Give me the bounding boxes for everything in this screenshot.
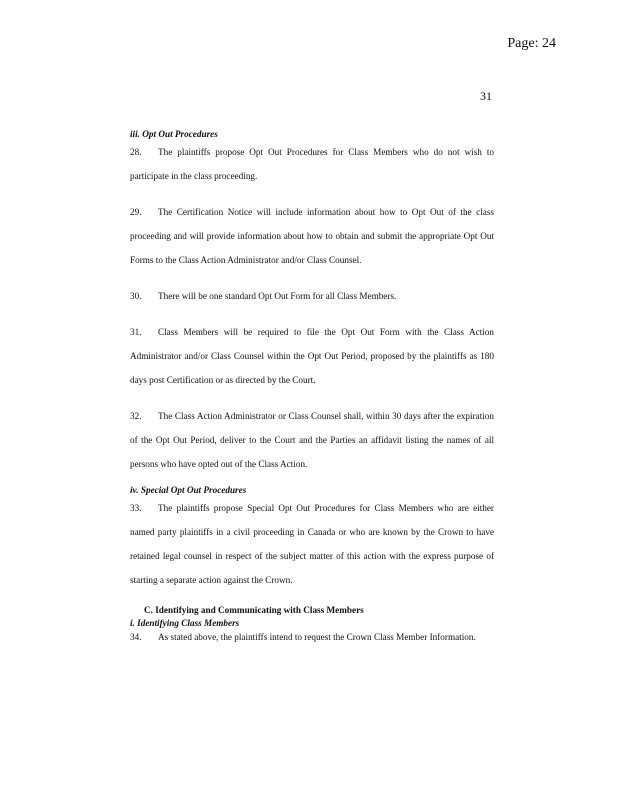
paragraph-number: 33.	[130, 503, 142, 513]
document-page-number: 31	[480, 89, 492, 103]
paragraph-29	[130, 200, 494, 272]
paragraph-31	[130, 320, 494, 392]
paragraph-text: Class Members will be required to file the Opt Out Form with the Class Action Administrator and/or Class Counsel within the Opt Out Period, proposed by the plaintiffs as 180 days post Certification or as directed by the Court.	[130, 327, 494, 385]
paragraph-28	[130, 140, 494, 188]
paragraph-text: As stated above, the plaintiffs intend to request the Crown Class Member Information.	[158, 632, 476, 642]
page-label: Page: 24	[507, 36, 556, 51]
paragraph-33	[130, 496, 494, 592]
paragraph-32	[130, 404, 494, 476]
paragraph-number: 28.	[130, 147, 142, 157]
sub-heading-identifying-class-members: i. Identifying Class Members	[130, 618, 240, 628]
paragraph-number: 32.	[130, 411, 142, 421]
paragraph-30	[130, 284, 494, 308]
section-heading-identifying: C. Identifying and Communicating with Class Members	[144, 605, 364, 615]
paragraph-number: 31.	[130, 327, 142, 337]
paragraph-text: The Class Action Administrator or Class Counsel shall, within 30 days after the expiration of the Opt Out Period, deliver to the Court and the Parties an affidavit listing the names of all persons who have opted out of the Class Action.	[130, 411, 494, 469]
document-body	[130, 128, 494, 644]
paragraph-text: There will be one standard Opt Out Form for all Class Members.	[158, 291, 397, 301]
paragraph-number: 34.	[130, 632, 142, 642]
paragraph-34	[130, 630, 494, 644]
paragraph-text: The plaintiffs propose Opt Out Procedures for Class Members who do not wish to participate in the class proceeding.	[130, 147, 494, 181]
paragraph-text: The Certification Notice will include information about how to Opt Out of the class proceeding and will provide information about how to obtain and submit the appropriate Opt Out Forms to the Class Action Administrator and/or Class Counsel.	[130, 207, 494, 265]
paragraph-text: The plaintiffs propose Special Opt Out Procedures for Class Members who are either named party plaintiffs in a civil proceeding in Canada or who are known by the Crown to have retained legal counsel in respect of the subject matter of this action with the express purpose of starting a separate action against the Crown.	[130, 503, 494, 585]
paragraph-number: 29.	[130, 207, 142, 217]
section-heading-special-opt-out: iv. Special Opt Out Procedures	[130, 485, 247, 495]
paragraph-number: 30.	[130, 291, 142, 301]
section-heading-opt-out: iii. Opt Out Procedures	[130, 129, 218, 139]
